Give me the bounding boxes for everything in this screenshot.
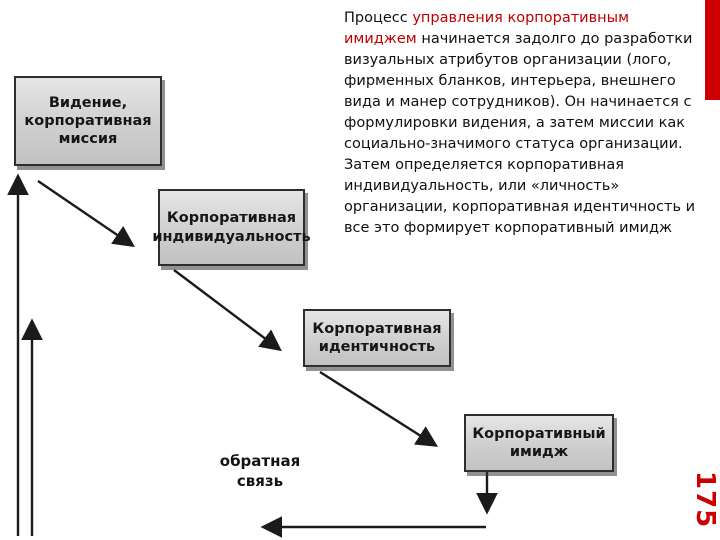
arrow-vision-to-individuality: [38, 181, 132, 245]
node-corporate-individuality: [152, 189, 311, 266]
paragraph-highlight: управления корпоративным имиджем: [344, 10, 630, 48]
arrow-identity-to-image: [320, 372, 435, 445]
node-corporate-image-label: Корпоративный имидж: [472, 425, 606, 460]
node-vision-mission-label: Видение, корпоративная миссия: [24, 94, 152, 148]
accent-bar: [705, 0, 720, 100]
node-corporate-individuality-label: Корпоративная индивидуальность: [152, 210, 311, 245]
arrow-individuality-to-identity: [174, 270, 279, 349]
paragraph-lead: Процесс: [344, 10, 413, 26]
node-corporate-identity: [303, 309, 451, 367]
page-number: 175: [690, 470, 720, 528]
node-vision-mission: [14, 76, 162, 166]
node-corporate-identity-label: Корпоративная идентичность: [312, 320, 442, 355]
paragraph-rest: начинается задолго до разработки визуальных атрибутов организации (лого, фирменных бланков, интерьера, внешнего вида и манер сотрудников). Он начинается с формулировки видения, а затем миссии как социально-значимого статуса организации. Затем определяется корпоративная индивидуальность, или «личность» организации, корпоративная идентичность и все это формирует корпоративный имидж: [344, 31, 696, 237]
body-text: [344, 8, 706, 239]
feedback-label: обратная связь: [219, 452, 301, 490]
node-corporate-image: [464, 414, 614, 472]
